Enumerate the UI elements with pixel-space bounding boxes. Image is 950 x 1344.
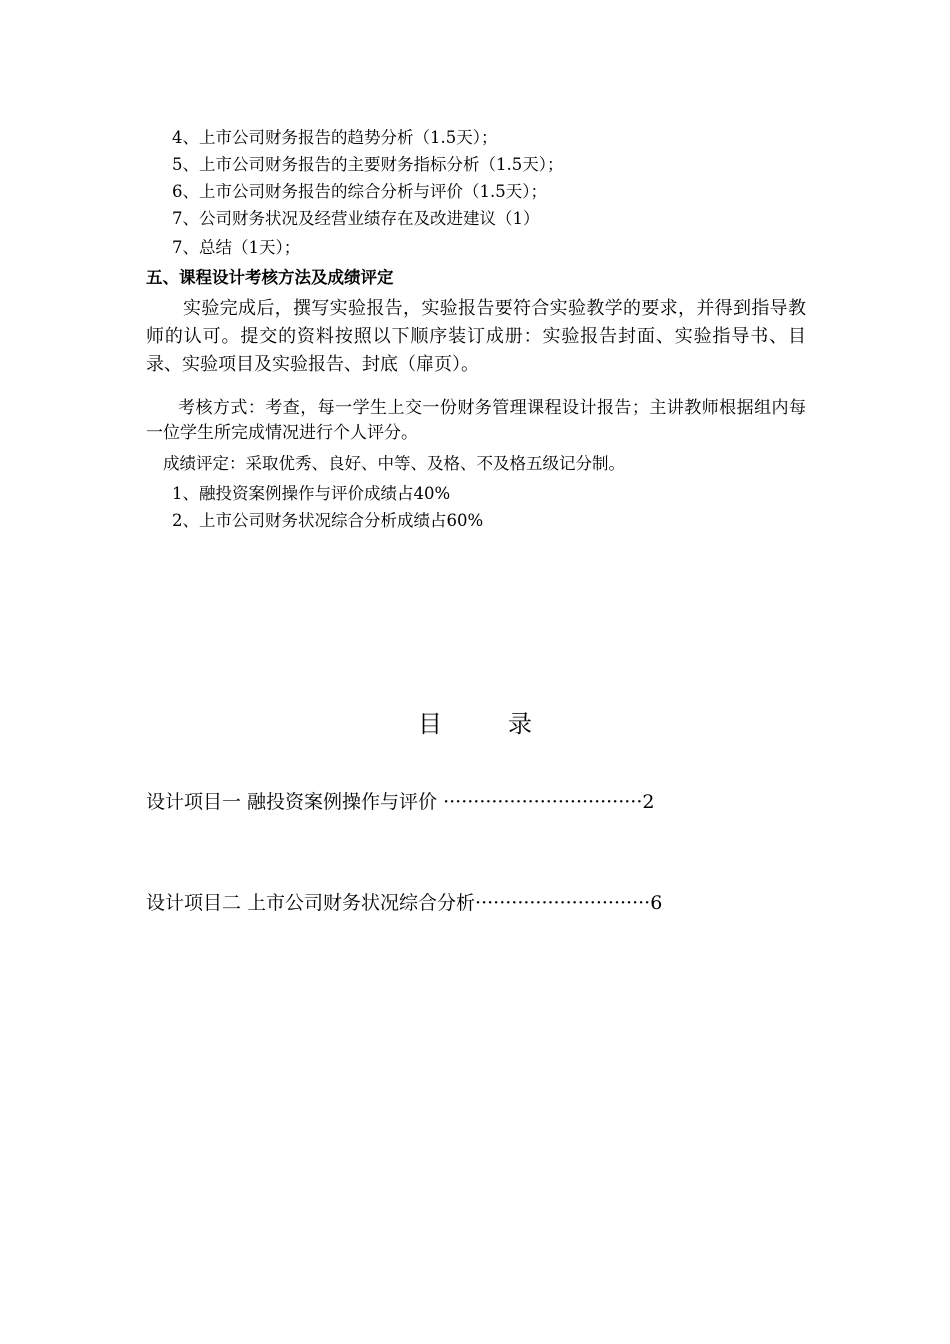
plan-item-6: 6、上市公司财务报告的综合分析与评价（1.5天）； <box>172 182 547 201</box>
toc-entry-page: 6 <box>650 892 663 914</box>
report-requirement-paragraph: 实验完成后，撰写实验报告，实验报告要符合实验教学的要求，并得到指导教师的认可。提交的资料按照以下顺序装订成册：实验报告封面、实验指导书、目录、实验项目及实验报告、封底（扉页）。 <box>146 298 806 375</box>
toc-entry-label: 设计项目一 融投资案例操作与评价 ································· <box>146 791 643 813</box>
plan-item-7-summary: 7、总结（1天）； <box>172 238 301 257</box>
assessment-method-paragraph: 考核方式：考查，每一学生上交一份财务管理课程设计报告；主讲教师根据组内每一位学生所完成情况进行个人评分。 <box>146 398 806 443</box>
toc-entry-page: 2 <box>642 791 655 813</box>
section-heading-assessment: 五、课程设计考核方法及成绩评定 <box>146 268 394 287</box>
plan-item-4: 4、上市公司财务报告的趋势分析（1.5天）； <box>172 128 498 147</box>
toc-entry-1 <box>146 789 654 815</box>
toc-entry-label: 设计项目二 上市公司财务状况综合分析····························· <box>146 892 651 914</box>
plan-item-5: 5、上市公司财务报告的主要财务指标分析（1.5天）； <box>172 155 564 174</box>
toc-title-char-1: 目 <box>418 710 442 738</box>
toc-title-char-2: 录 <box>508 710 532 738</box>
toc-title <box>0 708 950 740</box>
plan-item-7-suggestions: 7、公司财务状况及经营业绩存在及改进建议（1） <box>172 209 540 228</box>
weight-item-1: 1、融投资案例操作与评价成绩占40% <box>172 484 451 503</box>
toc-entry-2 <box>146 890 662 916</box>
grading-line: 成绩评定：采取优秀、良好、中等、及格、不及格五级记分制。 <box>163 454 625 473</box>
weight-item-2: 2、上市公司财务状况综合分析成绩占60% <box>172 511 484 530</box>
